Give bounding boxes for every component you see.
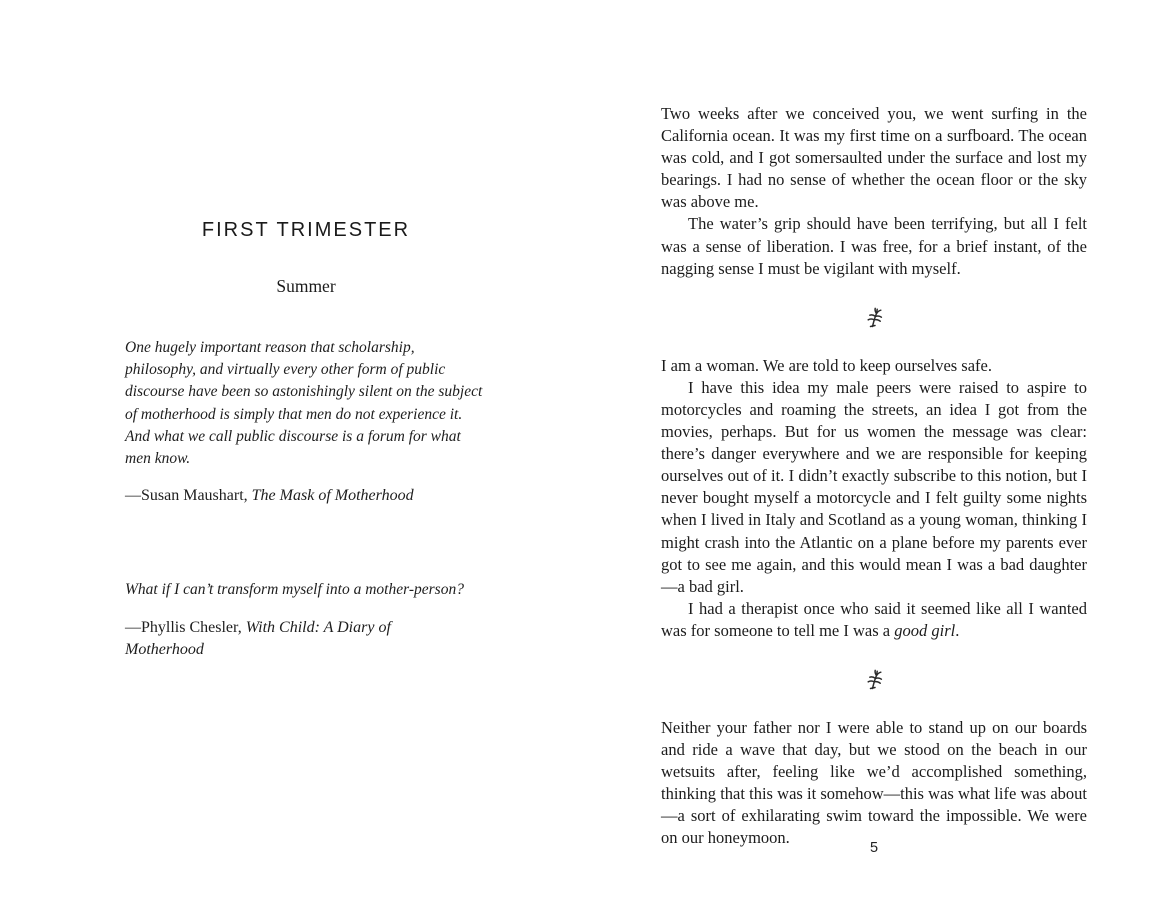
body-paragraph <box>661 103 1087 213</box>
body-paragraph <box>661 355 1087 377</box>
section-break-ornament-icon <box>661 669 1087 691</box>
body-text <box>661 0 1087 850</box>
epigraph-work-title: With Child: A Diary of Motherhood <box>125 618 391 658</box>
body-paragraph <box>661 598 1087 642</box>
epigraph-quote: What if I can’t transform myself into a mother-person? <box>125 581 464 599</box>
section-break-ornament-icon <box>661 307 1087 329</box>
text-run: I am a woman. We are told to keep ourselves safe. <box>661 355 992 375</box>
left-page <box>125 0 487 661</box>
body-paragraph <box>661 377 1087 598</box>
text-run: I have this idea my male peers were raised to aspire to motorcycles and roaming the streets, an idea I got from the movies, perhaps. But for us women the message was clear: there’s danger everywhere and we are responsible for keeping ourselves out of it. I didn’t exactly subscribe to this notion, but I never bought myself a motorcycle and I felt guilty some nights when I lived in Italy and Scotland as a young woman, thinking I might crash into the Atlantic on a plane before my parents ever got to see me again, and this would mean I was a bad daughter—a bad girl. <box>661 377 1087 596</box>
text-run: I had a therapist once who said it seemed like all I wanted was for someone to tell me I was a <box>661 598 1087 640</box>
epigraph-author: —Phyllis Chesler, <box>125 618 246 636</box>
body-paragraph <box>661 717 1087 850</box>
epigraph-attribution <box>125 617 425 661</box>
text-run: The water’s grip should have been terrifying, but all I felt was a sense of liberation. I was free, for a brief instant, of the nagging sense I must be vigilant with myself. <box>661 214 1087 278</box>
chapter-title: FIRST TRIMESTER <box>201 219 411 241</box>
right-page <box>661 0 1087 850</box>
text-run: . <box>955 620 960 640</box>
section-title: Summer <box>276 276 336 296</box>
epigraph-attribution <box>125 485 425 507</box>
page-number: 5 <box>869 840 879 856</box>
text-run-italic: good girl <box>894 620 956 640</box>
epigraph-author: —Susan Maushart, <box>125 487 252 505</box>
body-paragraph <box>661 213 1087 279</box>
epigraph-work-title: The Mask of Motherhood <box>251 487 414 505</box>
text-run: Neither your father nor I were able to stand up on our boards and ride a wave that day, but we stood on the beach in our wetsuits after, feeling like we’d accomplished something, thinking that this was it somehow—this was what life was about—a sort of exhilarating swim toward the impossible. We were on our honeymoon. <box>661 717 1087 848</box>
epigraph-quote: One hugely important reason that scholarship, philosophy, and virtually every other form of public discourse have been so astonishingly silent on the subject of motherhood is simply that men do not experience it. And what we call public discourse is a forum for what men know. <box>125 339 483 468</box>
text-run: Two weeks after we conceived you, we went surfing in the California ocean. It was my first time on a surfboard. The ocean was cold, and I got somersaulted under the surface and lost my bearings. I had no sense of whether the ocean floor or the sky was above me. <box>661 104 1087 212</box>
